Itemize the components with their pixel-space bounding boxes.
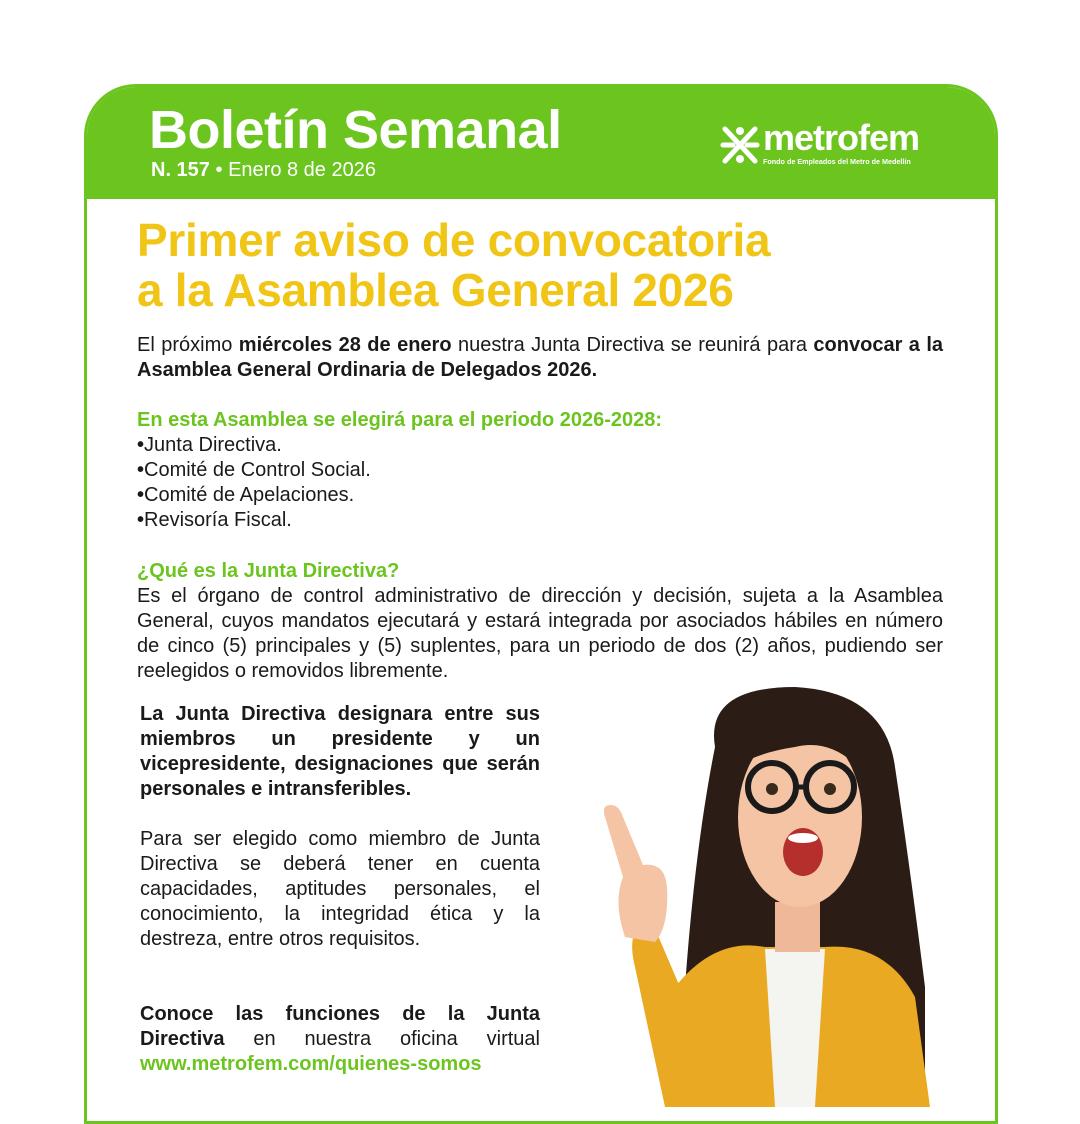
logo-name: metrofem [763, 117, 920, 158]
requirements-paragraph: Para ser elegido como miembro de Junta Directiva se deberá tener en cuenta capacidades, aptitudes personales, el conocimiento, la integridad ética y la destreza, entre otros requisitos. [140, 828, 540, 950]
designation-paragraph: La Junta Directiva designara entre sus miembros un presidente y un vicepresidente, designaciones que serán personales e intransferibles. [140, 703, 540, 800]
logo-tagline: Fondo de Empleados del Metro de Medellín [763, 157, 911, 166]
list-item: • Junta Directiva. [137, 433, 371, 458]
intro-text-2: nuestra Junta Directiva se reunirá para [451, 334, 814, 356]
cta-paragraph [140, 1002, 540, 1077]
issue-date: Enero 8 de 2026 [228, 159, 376, 181]
cta-text: en nuestra oficina virtual [224, 1028, 540, 1050]
excited-woman-illustration [595, 687, 935, 1107]
bulletin-card [84, 84, 998, 1124]
cta-bold: Conoce las funciones de la Junta Directiva [140, 1003, 540, 1050]
website-link[interactable]: www.metrofem.com/quienes-somos [140, 1053, 482, 1075]
article-headline [137, 215, 937, 315]
intro-text-1: El próximo [137, 334, 239, 356]
what-heading: ¿Qué es la Junta Directiva? [137, 560, 400, 582]
headline-line-2: a la Asamblea General 2026 [137, 264, 734, 316]
list-item: • Comité de Control Social. [137, 458, 371, 483]
elect-list [137, 433, 371, 533]
bulletin-body [87, 87, 995, 1121]
intro-date: miércoles 28 de enero [238, 334, 452, 356]
intro-paragraph [137, 333, 943, 383]
list-item: • Comité de Apelaciones. [137, 483, 371, 508]
issue-separator: • [215, 159, 223, 181]
bulletin-title: Boletín Semanal [149, 100, 562, 160]
headline-line-1: Primer aviso de convocatoria [137, 214, 771, 266]
intro-call: convocar a la Asamblea General Ordinaria de Delegados 2026. [137, 334, 944, 381]
list-item: • Revisoría Fiscal. [137, 508, 371, 533]
issue-number: N. 157 [151, 159, 210, 181]
what-body: Es el órgano de control administrativo de dirección y decisión, sujeta a la Asamblea General, cuyos mandatos ejecutará y estará integrada por asociados hábiles en número de cinco (5) principales y (5) suplentes, para un periodo de dos (2) años, pudiendo ser reelegidos o removidos libremente. [137, 585, 943, 682]
elect-heading: En esta Asamblea se elegirá para el periodo 2026-2028: [137, 409, 663, 431]
